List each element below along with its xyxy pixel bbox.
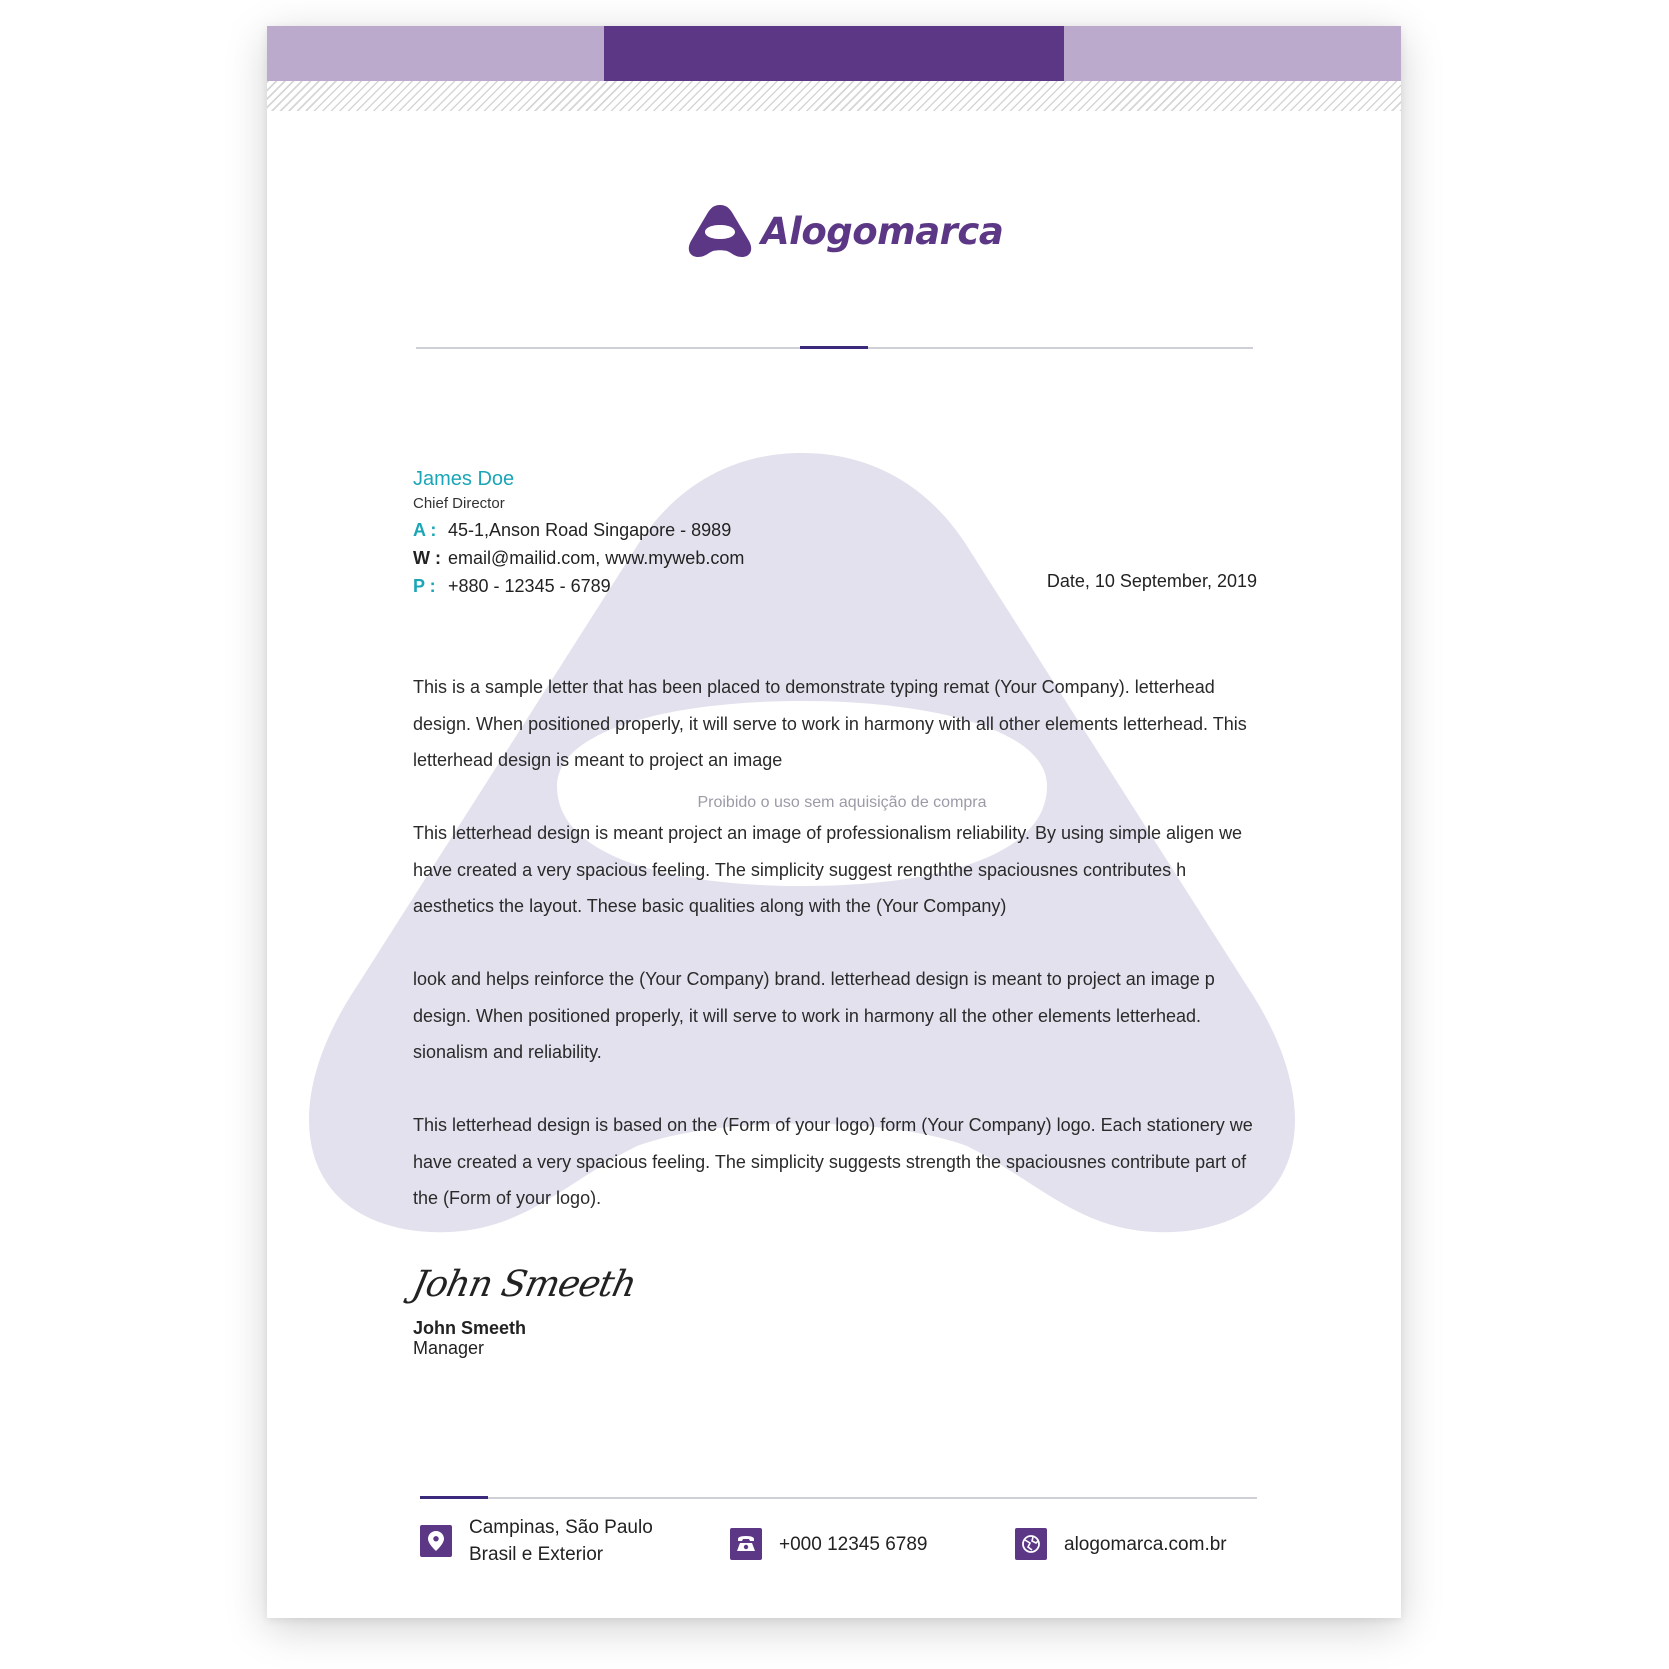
sender-role: Chief Director	[413, 495, 505, 512]
body-paragraph-2: This letterhead design is meant project an image of professionalism reliability. By using simple aligen we have created a very spacious feeling. The simplicity suggest rengththe spaciousnes contributes h aesthetics the layout. These basic qualities along with the (Your Company)	[413, 823, 1243, 916]
sender-web-row	[413, 544, 744, 572]
phone-icon	[730, 1528, 762, 1560]
globe-icon	[1015, 1528, 1047, 1560]
footer-phone	[730, 1528, 927, 1560]
brand-logo	[687, 196, 1017, 266]
signer-name: John Smeeth	[413, 1318, 527, 1338]
footer-phone-number: +000 12345 6789	[779, 1533, 928, 1555]
brand-mark-icon	[687, 203, 753, 259]
body-paragraph-4: This letterhead design is based on the (Form of your logo) form (Your Company) logo. Each stationery we have created a very spacious feeling. The simplicity suggests strength the spaciousnes contribute part of the (Form of your logo).	[413, 1115, 1253, 1208]
footer-location-line1: Campinas, São Paulo	[469, 1517, 653, 1538]
phone-key: P :	[413, 576, 436, 596]
web-key: W :	[413, 548, 441, 568]
body-paragraph-3: look and helps reinforce the (Your Company) brand. letterhead design is meant to project an image p design. When positioned properly, it will serve to work in harmony all the other elements letterhead. sionalism and reliability.	[413, 969, 1215, 1062]
signer-role: Manager	[413, 1338, 485, 1358]
map-pin-icon	[420, 1525, 452, 1557]
handwritten-signature: John Smeeth	[408, 1264, 640, 1305]
body-paragraph-1: This is a sample letter that has been placed to demonstrate typing remat (Your Company). letterhead design. When positioned properly, it will serve to work in harmony with all other elements letterhead. This letterhead design is meant to project an image	[413, 677, 1247, 770]
footer-divider-accent	[420, 1496, 488, 1499]
sender-name: James Doe	[413, 468, 515, 490]
sender-web: email@mailid.com, www.myweb.com	[448, 548, 745, 568]
footer-location-line2: Brasil e Exterior	[469, 1544, 604, 1565]
letterhead-page	[267, 26, 1401, 1618]
brand-name: Alogomarca	[761, 209, 1004, 253]
sender-address-row	[413, 516, 744, 544]
letter-date: Date, 10 September, 2019	[1046, 571, 1257, 591]
header-divider-accent	[800, 346, 868, 349]
footer-divider	[420, 1497, 1257, 1499]
footer-location	[420, 1514, 653, 1568]
footer-website	[1015, 1528, 1227, 1560]
sender-phone: +880 - 12345 - 6789	[448, 576, 611, 596]
watermark-text: Proibido o uso sem aquisição de compra	[697, 794, 987, 811]
address-key: A :	[413, 520, 437, 540]
footer-website-url: alogomarca.com.br	[1064, 1533, 1227, 1555]
sender-address: 45-1,Anson Road Singapore - 8989	[448, 520, 732, 540]
